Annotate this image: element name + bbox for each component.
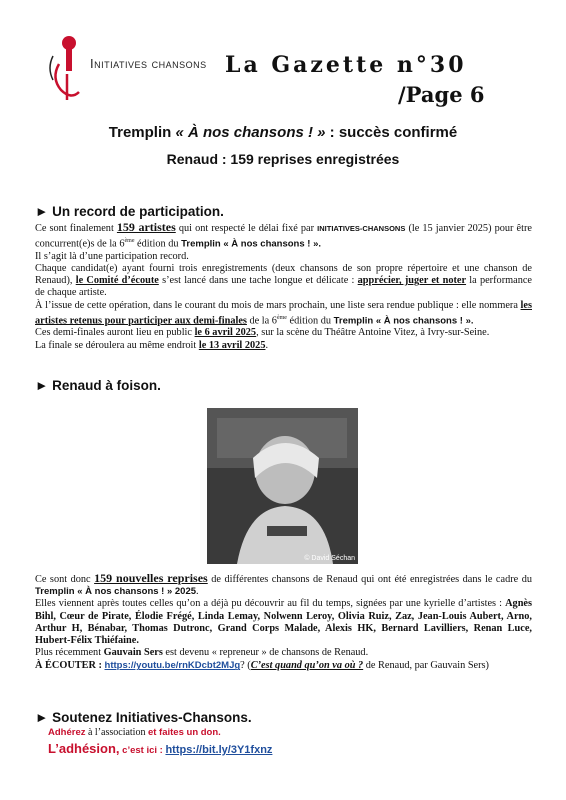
- paragraph: À l’issue de cette opération, dans le courant du mois de mars prochain, une liste sera rendue publique : elle nommera les artistes retenus pour participer aux demi-finales de la 6ème édition du Tremplin « À nos chansons ! ».: [35, 299, 532, 327]
- support-line-1: Adhérez à l’association et faites un don.: [48, 727, 221, 738]
- paragraph: Elles viennent après toutes celles qu’on a déjà pu découvrir au fil du temps, signées par une kyrielle d’artistes : Agnès Bihl, Cœur de Pirate, Élodie Frégé, Linda Lemay, Nolwenn Leroy, Olivia Ruiz, Zaz, Jean-Louis Aubert, Arno, Arthur H, Bénabar, Thomas Dutronc, Grand Corps Malade, Alexis HK, Bernard Lavilliers, Renan Luce, Hubert-Félix Thiéfaine.: [35, 598, 532, 647]
- listen-line: À ÉCOUTER : https://youtu.be/rnKDcbt2MJg? (C’est quand qu’on va où ? de Renaud, par Gauvain Sers): [35, 660, 489, 672]
- section-heading-record: ► Un record de participation.: [35, 204, 224, 219]
- renaud-photo: [207, 408, 358, 564]
- page-number: /Page 6: [398, 82, 485, 107]
- photo-credit: © David Séchan: [304, 555, 355, 562]
- section-heading-support: ► Soutenez Initiatives-Chansons.: [35, 710, 252, 725]
- paragraph: La finale se déroulera au même endroit le 13 avril 2025.: [35, 339, 269, 351]
- portrait-image: [207, 408, 358, 564]
- support-line-2: L’adhésion, c’est ici : https://bit.ly/3Y1fxnz: [48, 741, 273, 756]
- section-renaud-text: [35, 572, 532, 673]
- paragraph: Ce sont donc 159 nouvelles reprises de différentes chansons de Renaud qui ont été enregistrées dans le cadre du Tremplin « À nos chansons ! » 2025.: [35, 571, 533, 598]
- paragraph: Chaque candidat(e) ayant fourni trois enregistrements (deux chansons de son propre répertoire et une chanson de Renaud), le Comité d’écoute s’est lancé dans une tache longue et délicate : apprécier, juger et noter la performance de chaque artiste.: [35, 263, 532, 299]
- paragraph: Ces demi-finales auront lieu en public le 6 avril 2025, sur la scène du Théâtre Antoine Vitez, à Ivry-sur-Seine.: [35, 327, 490, 339]
- logo-text: Initiatives chansons: [90, 56, 207, 71]
- main-title: Tremplin « À nos chansons ! » : succès confirmé: [108, 124, 458, 141]
- paragraph: Plus récemment Gauvain Sers est devenu « repreneur » de chansons de Renaud.: [35, 647, 369, 659]
- paragraph: Ce sont finalement 159 artistes qui ont respecté le délai fixé par INITIATIVES-CHANSONS (le 15 janvier 2025) pour être concurrent(e)s de la 6ème édition du Tremplin « À nos chansons ! ».: [35, 220, 532, 250]
- membership-link[interactable]: https://bit.ly/3Y1fxnz: [165, 744, 273, 756]
- paragraph: Il s’agit là d’une participation record.: [35, 250, 189, 262]
- microphone-logo-icon: [45, 34, 91, 104]
- youtube-link[interactable]: https://youtu.be/rnKDcbt2MJg: [104, 660, 241, 672]
- section-record-text: [35, 221, 532, 352]
- section-heading-renaud: ► Renaud à foison.: [35, 378, 161, 393]
- gazette-title: La Gazette n°30: [225, 52, 467, 78]
- subtitle: Renaud : 159 reprises enregistrées: [166, 151, 400, 167]
- logo: [45, 34, 91, 104]
